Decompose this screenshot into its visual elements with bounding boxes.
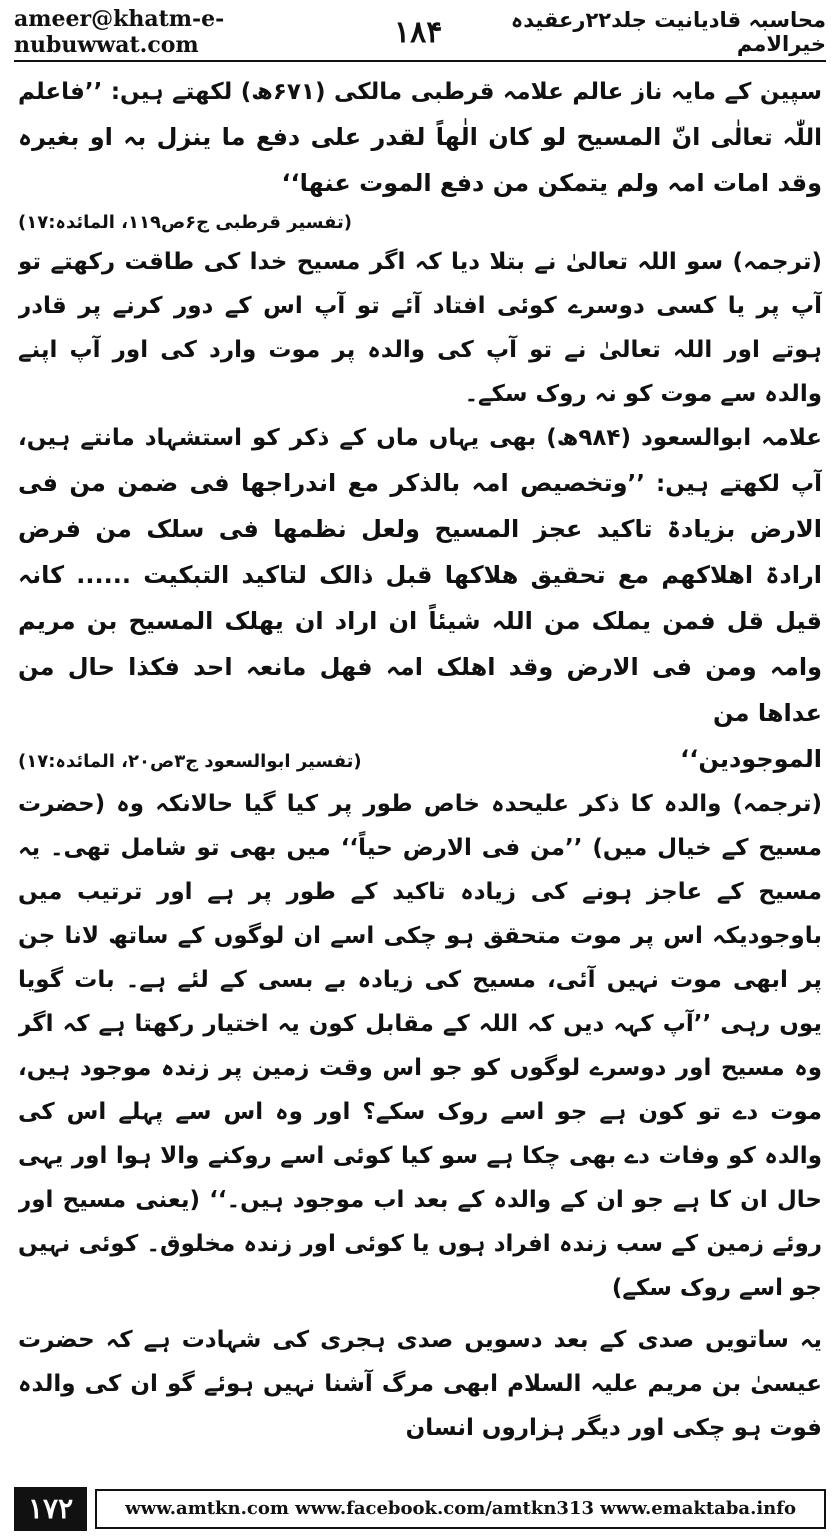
abussaud-arabic-quote: وتخصیص امہ بالذکر مع اندراجھا فی ضمن من فی الارض بزیادۃ تاکید عجز المسیح ولعل نظمھا فی سلک من فرض ارادۃ اھلاکھم مع تحقیق ھلاکھا قبل ذالک لتاکید التبکیت ...... کانہ قیل قل فمن یملک من اللہ شیئاً ان اراد ان یھلک المسیح بن مریم وامہ ومن فی الارض وقد اھلک امہ فھل مانعہ احد فکذا حال من عداھا من xyxy=(18,469,822,727)
paragraph-translation-2: (ترجمہ) والدہ کا ذکر علیحدہ خاص طور پر کیا گیا حالانکہ وہ (حضرت مسیح کے خیال میں) ’’من فی الارض حیاً‘‘ میں بھی تو شامل تھی۔ یہ مسیح کے عاجز ہونے کی زیادہ تاکید کے طور پر ہے اور ترتیب میں باوجودیکہ اس پر موت متحقق ہو چکی اسے ان لوگوں کے ساتھ لانا جن پر ابھی موت نہیں آئی، مسیح کی زیادہ بے بسی کے لئے ہے۔ بات گویا یوں رہی ’’آپ کہہ دیں کہ اللہ کے مقابل کون یہ اختیار رکھتا ہے کہ اگر وہ مسیح اور دوسرے لوگوں کو جو اس وقت زمین پر زندہ موجود ہیں، موت دے تو کون ہے جو اسے روک سکے؟ اور وہ اس سے پہلے اس کی والدہ کو وفات دے بھی چکا ہے سو کیا کوئی اسے روکنے والا ہوا اور یہی حال ان کا ہے جو ان کے والدہ کے بعد اب موجود ہیں۔‘‘ (یعنی مسیح اور روئے زمین کے سب زندہ افراد ہوں یا کوئی اور زندہ مخلوق۔ کوئی نہیں جو اسے روک سکے) xyxy=(18,791,822,1301)
header-page-number: ۱۸۴ xyxy=(393,14,443,50)
footer-page-number: ۱۷۲ xyxy=(14,1487,87,1531)
abussaud-ref-row xyxy=(18,736,822,782)
page-header xyxy=(14,6,826,58)
paragraph-qurtubi xyxy=(18,70,822,233)
qurtubi-intro: سپین کے مایہ ناز عالم علامہ قرطبی مالکی (۶۷۱ھ) لکھتے ہیں: ’’فاعلم اللّٰہ تعالٰی xyxy=(18,79,822,151)
abussaud-arabic-end: الموجودین‘‘ xyxy=(680,745,822,773)
header-rule xyxy=(14,60,826,62)
paragraph-conclusion: یہ ساتویں صدی کے بعد دسویں صدی ہجری کی شہادت ہے کہ حضرت عیسیٰ بن مریم علیہ السلام ابھی مرگ آشنا نہیں ہوئے گو ان کی والدہ فوت ہو چکی اور دیگر ہزاروں انسان xyxy=(18,1327,822,1441)
abussaud-reference: (تفسیر ابوالسعود ج۳ص۲۰، المائدہ:۱۷) xyxy=(18,751,362,772)
abussaud-intro: علامہ ابوالسعود (۹۸۴ھ) بھی یہاں ماں کے ذکر کو استشہاد مانتے ہیں، آپ لکھتے ہیں: ’’ xyxy=(18,425,822,497)
paragraph-translation-1: (ترجمہ) سو اللہ تعالیٰ نے بتلا دیا کہ اگر مسیح خدا کی طاقت رکھتے تو آپ پر یا کسی دوسرے کوئی افتاد آئے تو آپ اس کے دور کرنے پر قادر ہوتے اور اللہ تعالیٰ نے تو آپ کی والدہ پر موت وارد کی اور آپ اپنے والدہ سے موت کو نہ روک سکے۔ xyxy=(18,249,822,407)
paragraph-abussaud xyxy=(18,416,822,736)
page-footer xyxy=(14,1486,826,1532)
footer-urls: www.amtkn.com www.facebook.com/amtkn313 www.emaktaba.info xyxy=(95,1489,826,1529)
page-body xyxy=(18,70,822,1465)
header-book-title: محاسبہ قادیانیت جلد۲۲رعقیدہ خیرالامم xyxy=(510,8,826,56)
qurtubi-reference: (تفسیر قرطبی ج۶ص۱۱۹، المائدہ:۱۷) xyxy=(18,212,352,233)
qurtubi-arabic-quote: انّ المسیح لو کان الٰھاً لقدر علی دفع ما ینزل بہ او بغیرہ وقد امات امہ ولم یتمکن من دفع الموت عنھا‘‘ xyxy=(18,123,822,197)
header-left xyxy=(14,6,442,58)
header-email: ameer@khatm-e-nubuwwat.com xyxy=(14,6,225,58)
